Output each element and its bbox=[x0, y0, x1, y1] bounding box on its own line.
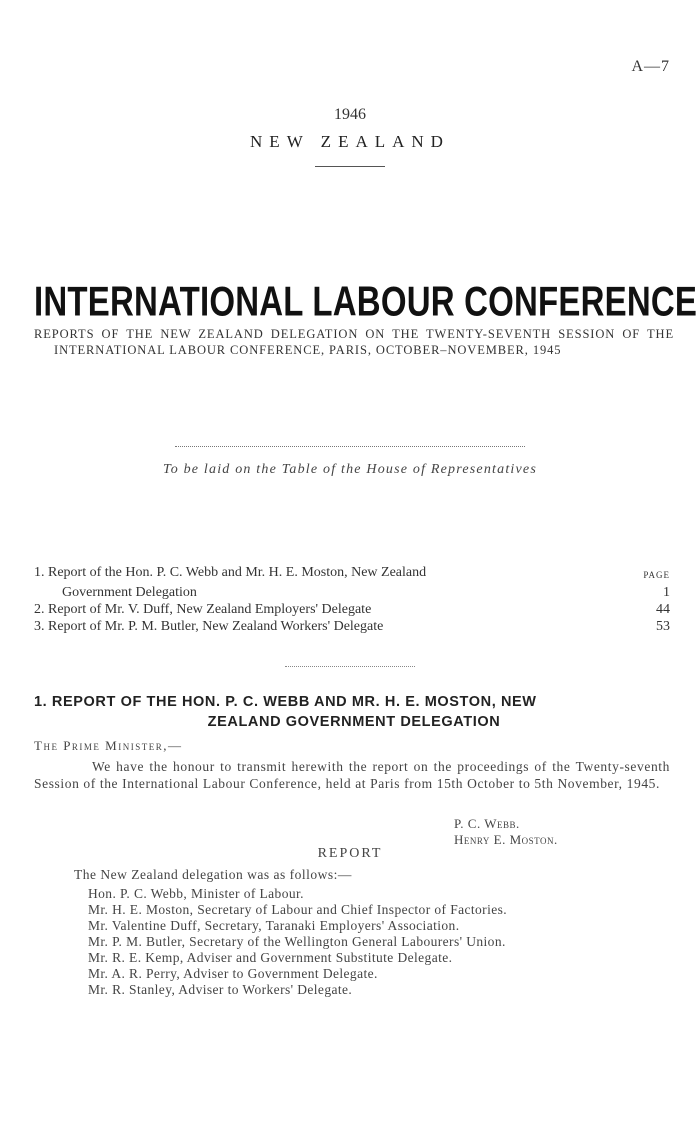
document-year: 1946 bbox=[334, 106, 366, 123]
report-heading-line-2: ZEALAND GOVERNMENT DELEGATION bbox=[207, 714, 501, 730]
document-subtitle: REPORTS OF THE NEW ZEALAND DELEGATION ON THE TWENTY-SEVENTH SESSION OF THE INTERNATIONAL LABOUR CONFERENCE, PARIS, OCTOBER–NOVEMBER, 1945 bbox=[34, 327, 674, 357]
page-reference: A—7 bbox=[631, 58, 670, 75]
salutation: The Prime Minister,— bbox=[34, 738, 183, 753]
list-item: Mr. H. E. Moston, Secretary of Labour and Chief Inspector of Factories. bbox=[88, 902, 508, 917]
divider bbox=[175, 446, 525, 447]
section-label: REPORT bbox=[317, 846, 383, 861]
list-item: Mr. R. E. Kemp, Adviser and Government Substitute Delegate. bbox=[88, 950, 453, 965]
signatory: P. C. Webb. bbox=[454, 816, 520, 831]
delegation-intro: The New Zealand delegation was as follows:— bbox=[74, 867, 352, 882]
toc-item bbox=[34, 564, 670, 584]
list-item: Hon. P. C. Webb, Minister of Labour. bbox=[88, 886, 304, 901]
toc-item-page: 1 bbox=[663, 585, 670, 600]
toc-item-number: 1. bbox=[34, 565, 45, 580]
toc-item-title-continued: Government Delegation bbox=[62, 585, 197, 600]
divider bbox=[285, 666, 415, 667]
letter-body: We have the honour to transmit herewith the report on the proceedings of the Twenty-seventh Session of the International Labour Conference, held at Paris from 15th October to 5th November, 1945. bbox=[34, 759, 670, 791]
signatory: Henry E. Moston. bbox=[454, 832, 558, 847]
toc-item-title: Report of the Hon. P. C. Webb and Mr. H. E. Moston, New Zealand bbox=[48, 565, 427, 580]
signatures bbox=[454, 816, 558, 848]
toc-item bbox=[34, 618, 670, 635]
toc-item-number: 3. bbox=[34, 619, 45, 634]
document-title: INTERNATIONAL LABOUR CONFERENCE bbox=[34, 278, 698, 325]
toc-item-title: Report of Mr. P. M. Butler, New Zealand Workers' Delegate bbox=[48, 619, 384, 634]
toc-item bbox=[34, 601, 670, 618]
report-heading-line-1: 1. REPORT OF THE HON. P. C. WEBB AND MR. H. E. MOSTON, NEW bbox=[34, 694, 537, 710]
toc-item-title: Report of Mr. V. Duff, New Zealand Employers' Delegate bbox=[48, 602, 372, 617]
list-item: Mr. R. Stanley, Adviser to Workers' Delegate. bbox=[88, 982, 353, 997]
report-heading bbox=[34, 692, 674, 732]
list-item: Mr. Valentine Duff, Secretary, Taranaki Employers' Association. bbox=[88, 918, 460, 933]
toc-item-number: 2. bbox=[34, 602, 45, 617]
delegation-list bbox=[88, 886, 678, 998]
tabled-note: To be laid on the Table of the House of Representatives bbox=[163, 462, 537, 477]
table-of-contents bbox=[34, 564, 670, 635]
list-item: Mr. A. R. Perry, Adviser to Government Delegate. bbox=[88, 966, 378, 981]
divider bbox=[315, 166, 385, 167]
country-heading: NEW ZEALAND bbox=[250, 132, 450, 151]
toc-item-continuation bbox=[34, 584, 670, 601]
toc-page-header: PAGE bbox=[643, 570, 670, 580]
list-item: Mr. P. M. Butler, Secretary of the Wellington General Labourers' Union. bbox=[88, 934, 506, 949]
toc-item-page: 44 bbox=[656, 602, 670, 617]
toc-item-page: 53 bbox=[656, 619, 670, 634]
